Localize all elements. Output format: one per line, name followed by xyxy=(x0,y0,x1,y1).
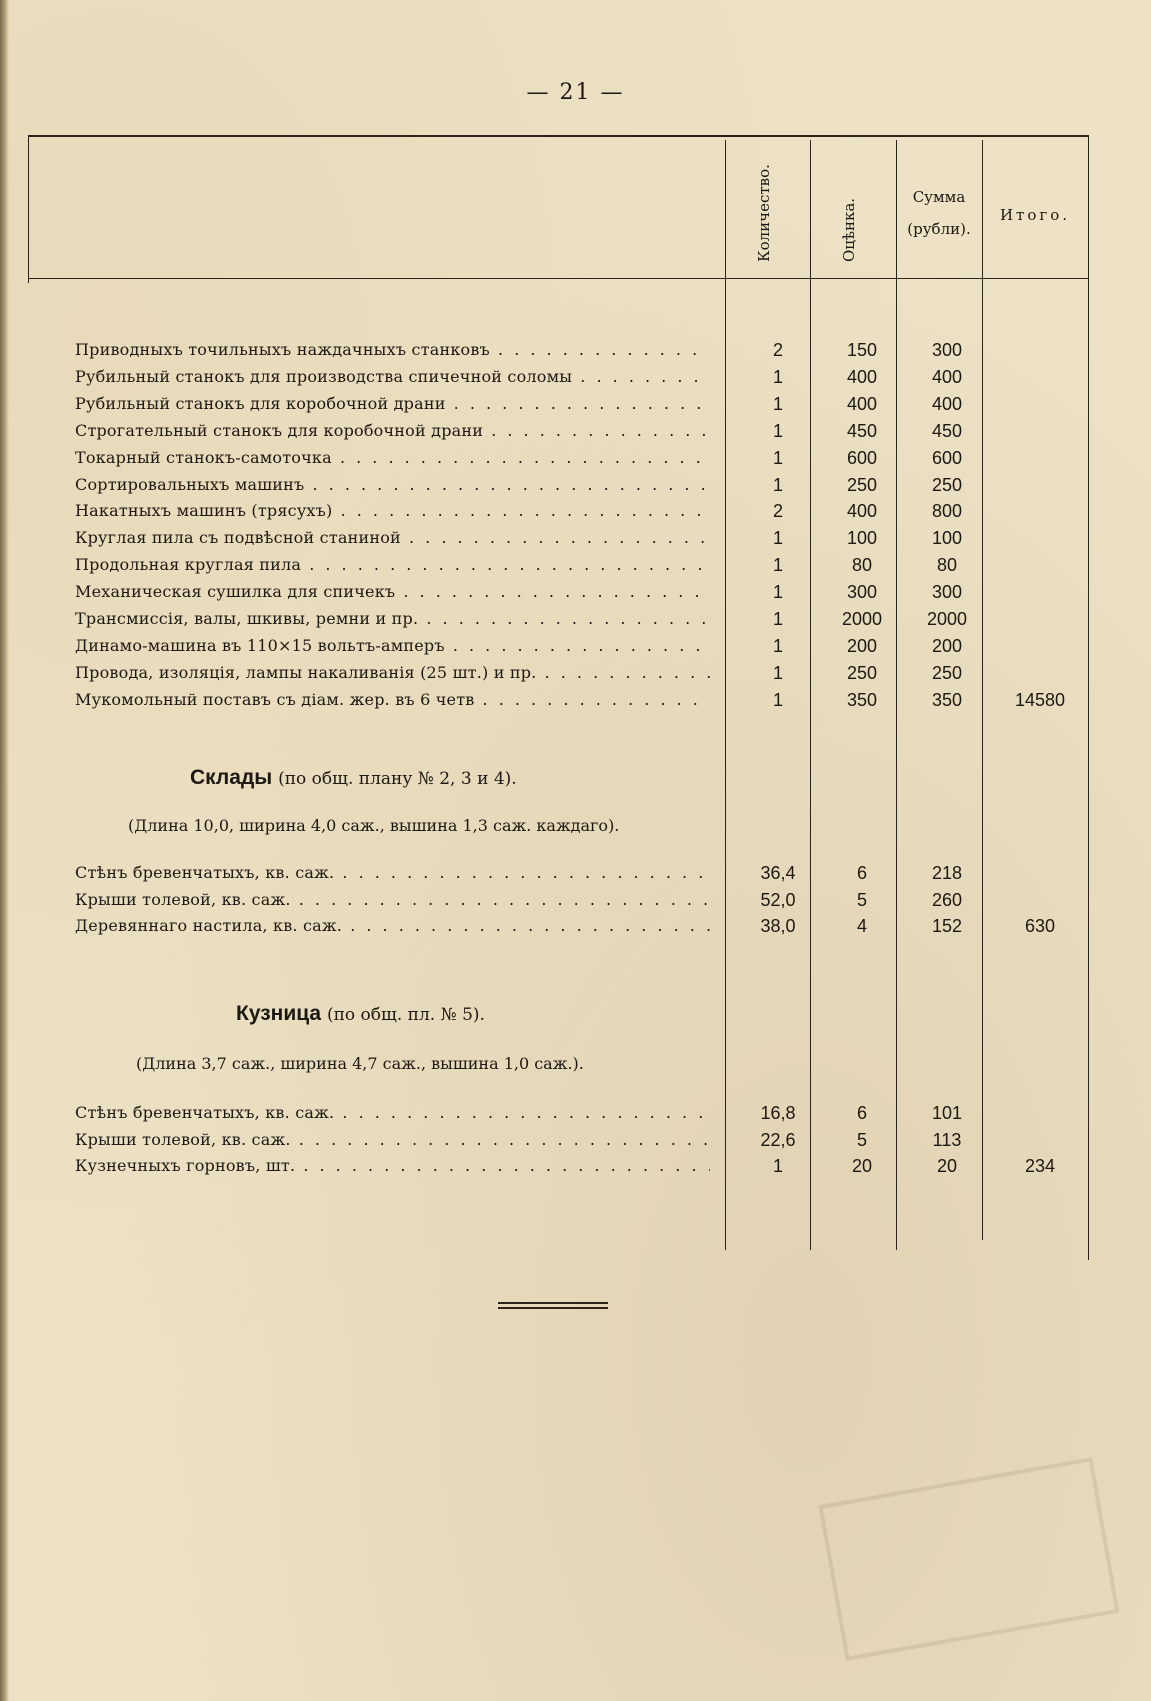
equipment-cell-name: Продольная круглая пила . . . xyxy=(75,552,710,578)
equipment-cell-ocn: 450 xyxy=(846,420,878,441)
smithy-row xyxy=(0,1100,1151,1126)
smithy-cell-qty: 22,6 xyxy=(760,1129,796,1150)
equipment-cell-name: Рубильный станокъ для производства спичечной соломы . . . xyxy=(75,364,710,390)
equipment-cell-qty: 1 xyxy=(772,366,783,387)
faded-stamp xyxy=(818,1457,1119,1661)
warehouse-cell-ocn: 6 xyxy=(856,863,867,883)
equipment-cell-sum: 300 xyxy=(931,340,963,360)
equipment-cell-ocn: 250 xyxy=(846,474,878,495)
warehouse-cell-ocn: 5 xyxy=(856,889,867,910)
smithy-cell-qty: 16,8 xyxy=(760,1103,796,1123)
page-binding-edge xyxy=(0,0,9,1701)
equipment-row xyxy=(0,472,1151,498)
warehouse-cell-name: Крыши толевой, кв. саж. . . . xyxy=(75,887,710,913)
equipment-row xyxy=(0,364,1151,390)
equipment-cell-sum: 400 xyxy=(931,366,963,387)
warehouses-title-ref: (по общ. плану № 2, 3 и 4). xyxy=(278,769,517,789)
equipment-row xyxy=(0,498,1151,524)
equipment-cell-ocn: 200 xyxy=(846,635,878,656)
warehouse-cell-sum: 260 xyxy=(931,889,963,910)
equipment-cell-name: Накатныхъ машинъ (трясухъ) . . . xyxy=(75,498,710,524)
equipment-row xyxy=(0,687,1151,713)
equipment-cell-sum: 250 xyxy=(931,662,963,683)
table-left-rule xyxy=(28,135,29,283)
equipment-cell-sum: 800 xyxy=(931,501,963,522)
header-sum-line2: (рубли). xyxy=(907,220,971,238)
equipment-cell-name: Механическая сушилка для спичекъ . . . xyxy=(75,579,710,605)
smithy-cell-tot: 234 xyxy=(1024,1156,1056,1176)
equipment-cell-ocn: 600 xyxy=(846,447,878,468)
equipment-cell-ocn: 400 xyxy=(846,366,878,387)
smithy-cell-ocn: 5 xyxy=(856,1129,867,1150)
footer-rule-top xyxy=(498,1302,608,1304)
smithy-cell-name: Кузнечныхъ горновъ, шт. . . . xyxy=(75,1153,710,1179)
header-bottom-rule xyxy=(28,278,1088,279)
equipment-row xyxy=(0,660,1151,686)
equipment-row xyxy=(0,552,1151,578)
equipment-cell-sum: 250 xyxy=(931,474,963,495)
warehouse-cell-name: Стѣнъ бревенчатыхъ, кв. саж. . . . xyxy=(75,860,710,886)
equipment-row xyxy=(0,579,1151,605)
equipment-cell-ocn: 350 xyxy=(846,689,878,710)
equipment-cell-sum: 80 xyxy=(936,555,958,576)
equipment-cell-sum: 100 xyxy=(931,528,963,549)
equipment-cell-ocn: 400 xyxy=(846,393,878,414)
smithy-cell-sum: 20 xyxy=(936,1156,958,1176)
header-sum xyxy=(896,188,982,238)
warehouse-cell-ocn: 4 xyxy=(856,916,867,936)
warehouse-row xyxy=(0,913,1151,939)
equipment-cell-ocn: 100 xyxy=(846,528,878,549)
footer-rule-bottom xyxy=(498,1307,608,1309)
warehouse-cell-qty: 38,0 xyxy=(760,916,796,936)
equipment-cell-ocn: 400 xyxy=(846,501,878,522)
page-number: — 21 — xyxy=(526,80,625,105)
equipment-cell-ocn: 300 xyxy=(846,582,878,603)
warehouse-row xyxy=(0,887,1151,913)
equipment-cell-qty: 1 xyxy=(772,555,783,576)
equipment-cell-name: Провода, изоляція, лампы накаливанія (25 шт.) и пр. . . . xyxy=(75,660,710,686)
equipment-cell-sum: 600 xyxy=(931,447,963,468)
equipment-cell-ocn: 80 xyxy=(851,555,873,576)
header-sum-line1: Сумма xyxy=(912,188,966,206)
smithy-cell-qty: 1 xyxy=(772,1156,783,1176)
equipment-cell-sum: 350 xyxy=(931,689,963,710)
equipment-row xyxy=(0,418,1151,444)
equipment-row xyxy=(0,337,1151,363)
warehouse-cell-sum: 152 xyxy=(931,916,963,936)
header-quantity: Количество. xyxy=(755,164,773,262)
header-valuation: Оцѣнка. xyxy=(840,197,858,262)
warehouse-cell-tot: 630 xyxy=(1024,916,1056,936)
smithy-row xyxy=(0,1127,1151,1153)
smithy-cell-sum: 101 xyxy=(931,1103,963,1123)
equipment-cell-ocn: 150 xyxy=(846,340,878,360)
warehouses-title xyxy=(190,766,517,790)
equipment-cell-qty: 2 xyxy=(772,501,783,522)
smithy-title xyxy=(236,1002,485,1026)
equipment-cell-qty: 1 xyxy=(772,582,783,603)
equipment-cell-qty: 1 xyxy=(772,474,783,495)
equipment-cell-tot: 14580 xyxy=(1014,689,1066,710)
smithy-cell-sum: 113 xyxy=(932,1129,962,1150)
equipment-cell-name: Приводныхъ точильныхъ наждачныхъ станковъ . . . xyxy=(75,337,710,363)
warehouse-cell-sum: 218 xyxy=(931,863,963,883)
warehouse-cell-name: Деревяннаго настила, кв. саж. . . . xyxy=(75,913,710,939)
equipment-cell-sum: 2000 xyxy=(926,609,968,629)
equipment-cell-qty: 1 xyxy=(772,635,783,656)
smithy-dimensions: (Длина 3,7 саж., ширина 4,7 саж., вышина 1,0 саж.). xyxy=(136,1054,584,1073)
equipment-cell-name: Динамо-машина въ 110×15 вольтъ-амперъ . . . xyxy=(75,633,710,659)
smithy-cell-name: Стѣнъ бревенчатыхъ, кв. саж. . . . xyxy=(75,1100,710,1126)
warehouse-row xyxy=(0,860,1151,886)
equipment-cell-qty: 1 xyxy=(772,447,783,468)
warehouse-cell-qty: 52,0 xyxy=(760,889,796,910)
equipment-cell-sum: 400 xyxy=(931,393,963,414)
table-top-rule xyxy=(28,135,1088,137)
equipment-cell-qty: 1 xyxy=(772,393,783,414)
equipment-row xyxy=(0,606,1151,632)
equipment-cell-ocn: 2000 xyxy=(841,609,883,629)
smithy-cell-ocn: 6 xyxy=(856,1103,867,1123)
equipment-cell-qty: 1 xyxy=(772,609,783,629)
equipment-cell-sum: 300 xyxy=(931,582,963,603)
header-total: Итого. xyxy=(999,206,1071,224)
warehouses-title-text: Склады xyxy=(190,766,273,789)
equipment-cell-name: Токарный станокъ-самоточка . . . xyxy=(75,445,710,471)
equipment-cell-name: Мукомольный поставъ съ діам. жер. въ 6 четв . . . xyxy=(75,687,710,713)
equipment-row xyxy=(0,445,1151,471)
equipment-cell-sum: 200 xyxy=(931,635,963,656)
smithy-title-text: Кузница xyxy=(236,1002,322,1025)
equipment-cell-ocn: 250 xyxy=(846,662,878,683)
equipment-cell-qty: 1 xyxy=(772,689,783,710)
warehouses-dimensions: (Длина 10,0, ширина 4,0 саж., вышина 1,3 саж. каждаго). xyxy=(128,816,620,835)
equipment-cell-qty: 2 xyxy=(772,340,783,360)
smithy-cell-name: Крыши толевой, кв. саж. . . . xyxy=(75,1127,710,1153)
equipment-row xyxy=(0,633,1151,659)
equipment-cell-qty: 1 xyxy=(772,420,783,441)
warehouse-cell-qty: 36,4 xyxy=(760,863,796,883)
equipment-cell-name: Круглая пила съ подвѣсной станиной . . . xyxy=(75,525,710,551)
equipment-row xyxy=(0,391,1151,417)
equipment-cell-qty: 1 xyxy=(772,662,783,683)
smithy-cell-ocn: 20 xyxy=(851,1156,873,1176)
equipment-cell-name: Трансмиссія, валы, шкивы, ремни и пр. . . . xyxy=(75,606,710,632)
equipment-cell-name: Строгательный станокъ для коробочной драни . . . xyxy=(75,418,710,444)
equipment-cell-name: Рубильный станокъ для коробочной драни . . . xyxy=(75,391,710,417)
equipment-cell-name: Сортировальныхъ машинъ . . . xyxy=(75,472,710,498)
equipment-cell-sum: 450 xyxy=(931,420,963,441)
equipment-row xyxy=(0,525,1151,551)
equipment-cell-qty: 1 xyxy=(772,528,783,549)
smithy-row xyxy=(0,1153,1151,1179)
smithy-title-ref: (по общ. пл. № 5). xyxy=(326,1005,485,1025)
